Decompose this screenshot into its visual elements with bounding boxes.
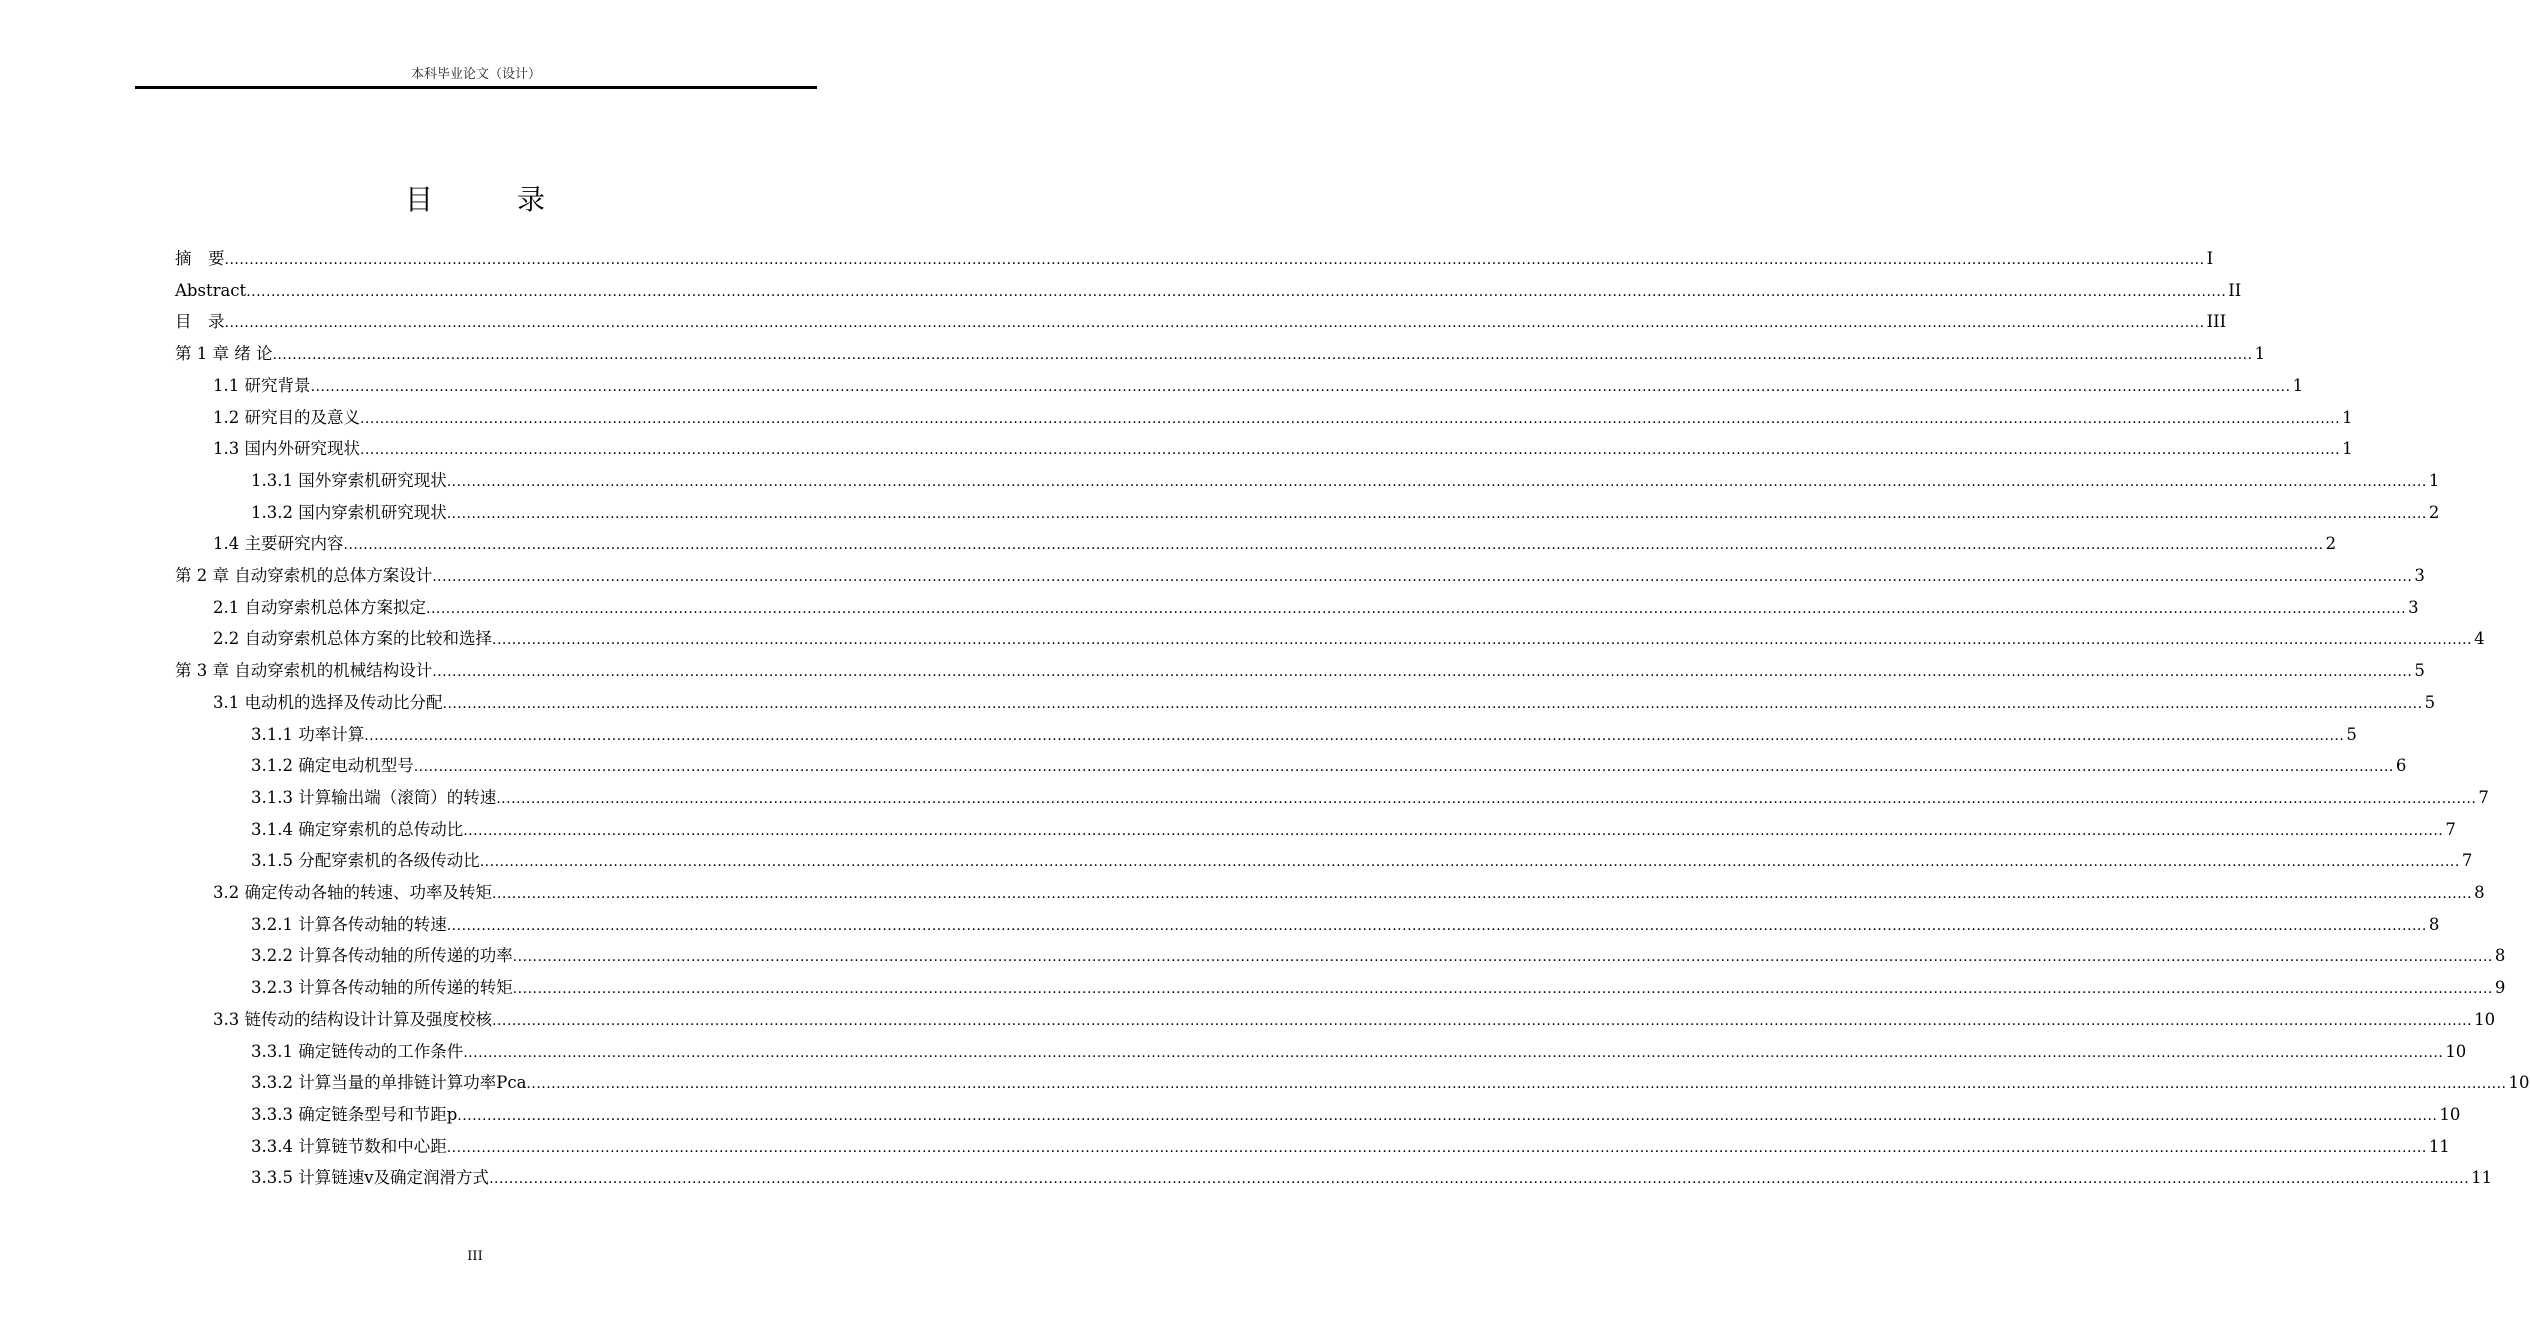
toc-entry-label: 3.3.3 确定链条型号和节距p: [251, 1104, 458, 1124]
toc-entry[interactable]: [175, 307, 2227, 337]
toc-entry[interactable]: [251, 466, 2440, 496]
toc-entry[interactable]: [213, 593, 2419, 623]
toc-entry[interactable]: [213, 624, 2485, 654]
toc-entry[interactable]: [251, 910, 2440, 940]
toc-entry-label: 1.4 主要研究内容: [213, 534, 344, 554]
toc-entry[interactable]: [251, 751, 2407, 781]
toc-entry[interactable]: [251, 1163, 2493, 1193]
toc-entry-page: 4: [2474, 629, 2485, 649]
toc-entry-page: II: [2228, 280, 2242, 300]
toc-entry[interactable]: [175, 656, 2425, 686]
toc-dot-leader: ................................................................................................................................................................................................................................................................................................................................................................................................................: [224, 252, 2205, 268]
toc-dot-leader: ................................................................................................................................................................................................................................................................................................................................................................................................................: [512, 981, 2493, 998]
toc-entry[interactable]: [251, 498, 2440, 528]
toc-dot-leader: ................................................................................................................................................................................................................................................................................................................................................................................................................: [413, 759, 2394, 776]
toc-dot-leader: ................................................................................................................................................................................................................................................................................................................................................................................................................: [526, 1076, 2507, 1093]
toc-entry[interactable]: [175, 561, 2425, 591]
toc-entry-page: I: [2206, 249, 2214, 268]
toc-entry[interactable]: [251, 973, 2506, 1003]
toc-entry[interactable]: [213, 1005, 2496, 1035]
toc-entry-label: 3.3.1 确定链传动的工作条件: [251, 1041, 464, 1061]
toc-dot-leader: ................................................................................................................................................................................................................................................................................................................................................................................................................: [343, 537, 2324, 554]
toc-entry-page: 10: [2474, 1009, 2496, 1029]
toc-entry[interactable]: [175, 276, 2242, 306]
toc-entry-page: 10: [2439, 1104, 2461, 1124]
toc-dot-leader: ................................................................................................................................................................................................................................................................................................................................................................................................................: [463, 822, 2444, 839]
toc-entry-page: III: [2206, 312, 2227, 332]
toc-entry-page: 1: [2428, 470, 2440, 490]
toc-dot-leader: ................................................................................................................................................................................................................................................................................................................................................................................................................: [442, 695, 2423, 712]
toc-entry-label: 3.2 确定传动各轴的转速、功率及转矩: [213, 883, 492, 902]
toc-entry-page: 7: [2478, 787, 2489, 807]
toc-entry-page: 1: [2254, 344, 2266, 364]
toc-dot-leader: ................................................................................................................................................................................................................................................................................................................................................................................................................: [224, 315, 2205, 332]
toc-entry[interactable]: [213, 878, 2485, 908]
toc-entry-page: 1: [2292, 375, 2304, 395]
toc-dot-leader: ................................................................................................................................................................................................................................................................................................................................................................................................................: [246, 283, 2227, 300]
toc-dot-leader: ................................................................................................................................................................................................................................................................................................................................................................................................................: [446, 473, 2427, 490]
toc-entry[interactable]: [251, 846, 2473, 876]
toc-entry-page: 1: [2342, 439, 2353, 459]
toc-entry-label: 摘 要: [175, 249, 225, 268]
page-title: 目 录: [404, 183, 573, 216]
toc-entry-page: 1: [2342, 407, 2353, 427]
toc-entry-label: 1.3 国内外研究现状: [213, 439, 360, 459]
toc-entry-page: 5: [2346, 724, 2357, 744]
toc-entry-page: 5: [2424, 692, 2436, 712]
toc-entry-page: 7: [2461, 851, 2473, 871]
toc-entry-page: 10: [2445, 1041, 2467, 1061]
toc-entry[interactable]: [251, 1132, 2450, 1162]
toc-dot-leader: ................................................................................................................................................................................................................................................................................................................................................................................................................: [360, 410, 2341, 427]
toc-entry-label: 3.1.3 计算输出端（滚筒）的转速: [251, 787, 497, 807]
toc-entry[interactable]: [175, 244, 2214, 274]
toc-dot-leader: ................................................................................................................................................................................................................................................................................................................................................................................................................: [492, 1012, 2473, 1029]
toc-entry[interactable]: [251, 1100, 2461, 1130]
toc-dot-leader: ................................................................................................................................................................................................................................................................................................................................................................................................................: [446, 1139, 2427, 1156]
toc-entry[interactable]: [251, 783, 2489, 813]
toc-entry-label: 1.2 研究目的及意义: [213, 407, 360, 427]
toc-entry-label: 3.1.1 功率计算: [251, 724, 365, 744]
header-rule: [135, 86, 817, 89]
toc-dot-leader: ................................................................................................................................................................................................................................................................................................................................................................................................................: [360, 442, 2341, 459]
toc-entry-page: 11: [2471, 1168, 2493, 1188]
toc-dot-leader: ................................................................................................................................................................................................................................................................................................................................................................................................................: [426, 600, 2407, 617]
toc-entry-page: 5: [2414, 661, 2425, 681]
toc-dot-leader: ................................................................................................................................................................................................................................................................................................................................................................................................................: [496, 790, 2477, 807]
toc-entry[interactable]: [213, 403, 2353, 433]
toc-entry-label: 3.1 电动机的选择及传动比分配: [213, 692, 443, 712]
toc-entry-label: 3.3.4 计算链节数和中心距: [251, 1136, 447, 1156]
toc-entry[interactable]: [213, 688, 2436, 718]
toc-entry-label: 第 2 章 自动穿索机的总体方案设计: [175, 566, 433, 585]
toc-entry-page: 8: [2428, 914, 2440, 934]
toc-entry-page: 2: [2428, 502, 2440, 522]
toc-dot-leader: ................................................................................................................................................................................................................................................................................................................................................................................................................: [512, 949, 2493, 966]
toc-dot-leader: ................................................................................................................................................................................................................................................................................................................................................................................................................: [310, 378, 2291, 395]
toc-entry[interactable]: [251, 815, 2456, 845]
toc-dot-leader: ................................................................................................................................................................................................................................................................................................................................................................................................................: [446, 917, 2427, 934]
toc-dot-leader: ................................................................................................................................................................................................................................................................................................................................................................................................................: [446, 505, 2427, 522]
toc-dot-leader: ................................................................................................................................................................................................................................................................................................................................................................................................................: [272, 347, 2253, 364]
toc-entry[interactable]: [213, 371, 2304, 401]
toc-entry[interactable]: [213, 434, 2353, 464]
toc-entry-page: 8: [2474, 883, 2485, 902]
toc-dot-leader: ................................................................................................................................................................................................................................................................................................................................................................................................................: [489, 1171, 2470, 1188]
toc-entry-label: 3.2.1 计算各传动轴的转速: [251, 914, 447, 934]
toc-dot-leader: ................................................................................................................................................................................................................................................................................................................................................................................................................: [457, 1107, 2438, 1124]
toc-entry[interactable]: [251, 941, 2506, 971]
toc-entry-page: 3: [2414, 566, 2425, 585]
toc-dot-leader: ................................................................................................................................................................................................................................................................................................................................................................................................................: [432, 569, 2413, 585]
toc-entry-label: 3.1.5 分配穿索机的各级传动比: [251, 851, 480, 871]
toc-entry-label: 第 1 章 绪 论: [175, 344, 273, 364]
toc-entry-label: 1.3.1 国外穿索机研究现状: [251, 470, 447, 490]
toc-entry-label: 3.1.4 确定穿索机的总传动比: [251, 819, 464, 839]
toc-entry-page: 9: [2494, 978, 2506, 998]
toc-entry-label: Abstract: [175, 280, 247, 300]
toc-entry-page: 11: [2428, 1136, 2450, 1156]
toc-entry[interactable]: [175, 339, 2266, 369]
toc-entry-label: 3.3.2 计算当量的单排链计算功率Pca: [251, 1073, 527, 1093]
toc-entry-page: 10: [2508, 1073, 2530, 1093]
toc-entry-label: 3.3 链传动的结构设计计算及强度校核: [213, 1009, 492, 1029]
toc-entry[interactable]: [251, 720, 2357, 750]
toc-entry-page: 2: [2325, 534, 2337, 554]
toc-entry[interactable]: [213, 529, 2337, 559]
toc-dot-leader: ................................................................................................................................................................................................................................................................................................................................................................................................................: [492, 632, 2473, 649]
toc-entry-page: 7: [2445, 819, 2456, 839]
toc-entry-page: 8: [2494, 946, 2506, 966]
toc-entry-label: 1.1 研究背景: [213, 375, 311, 395]
toc-entry-label: 2.2 自动穿索机总体方案的比较和选择: [213, 629, 492, 649]
toc-entry-label: 第 3 章 自动穿索机的机械结构设计: [175, 661, 433, 681]
toc-entry-label: 2.1 自动穿索机总体方案拟定: [213, 597, 426, 617]
running-header: 本科毕业论文（设计）: [410, 67, 541, 82]
toc-entry-label: 3.2.3 计算各传动轴的所传递的转矩: [251, 978, 513, 998]
toc-dot-leader: ................................................................................................................................................................................................................................................................................................................................................................................................................: [479, 854, 2460, 871]
toc-dot-leader: ................................................................................................................................................................................................................................................................................................................................................................................................................: [492, 886, 2473, 902]
toc-entry-label: 3.3.5 计算链速v及确定润滑方式: [251, 1168, 490, 1188]
toc-entry[interactable]: [251, 1037, 2467, 1067]
toc-dot-leader: ................................................................................................................................................................................................................................................................................................................................................................................................................: [364, 727, 2345, 744]
toc-entry-label: 3.2.2 计算各传动轴的所传递的功率: [251, 946, 513, 966]
toc-entry-label: 目 录: [175, 312, 225, 332]
toc-entry-label: 1.3.2 国内穿索机研究现状: [251, 502, 447, 522]
toc-dot-leader: ................................................................................................................................................................................................................................................................................................................................................................................................................: [463, 1044, 2444, 1061]
toc-entry-label: 3.1.2 确定电动机型号: [251, 756, 414, 776]
page-number: III: [467, 1249, 483, 1264]
toc-entry[interactable]: [251, 1068, 2530, 1098]
toc-entry-page: 3: [2408, 597, 2419, 617]
toc-entry-page: 6: [2395, 756, 2407, 776]
toc-dot-leader: ................................................................................................................................................................................................................................................................................................................................................................................................................: [432, 664, 2413, 681]
